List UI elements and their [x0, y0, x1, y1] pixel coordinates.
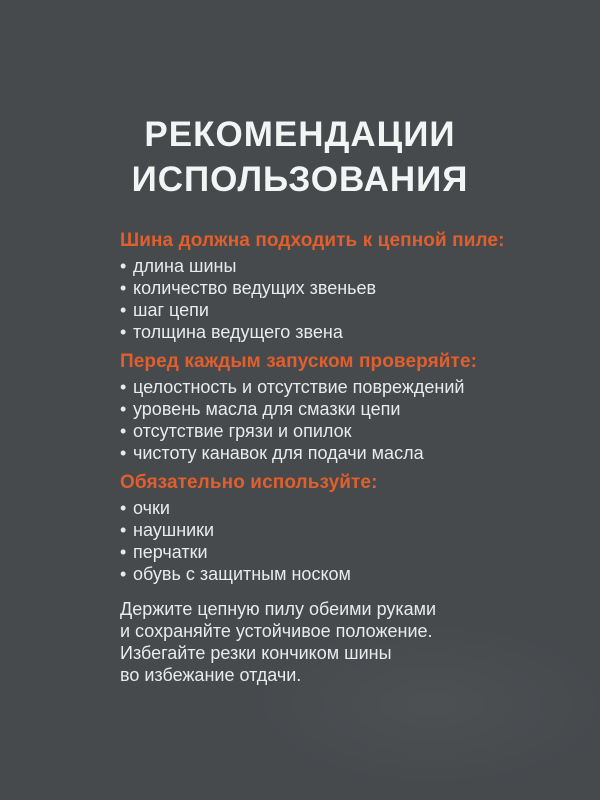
bullet-marker: •	[120, 498, 127, 518]
list-item	[120, 376, 540, 398]
section-required-equipment	[120, 472, 540, 585]
page-title-line-2: ИСПОЛЬЗОВАНИЯ	[131, 160, 469, 199]
list-item	[120, 497, 540, 519]
list-item	[120, 277, 540, 299]
bullet-list	[120, 376, 540, 464]
list-item	[120, 442, 540, 464]
list-item-text: толщина ведущего звена	[133, 322, 343, 342]
bullet-marker: •	[120, 421, 127, 441]
list-item	[120, 299, 540, 321]
list-item-text: очки	[133, 498, 170, 518]
bullet-list	[120, 255, 540, 343]
list-item-text: целостность и отсутствие повреждений	[133, 377, 465, 397]
bullet-marker: •	[120, 399, 127, 419]
bullet-marker: •	[120, 300, 127, 320]
list-item-text: наушники	[133, 520, 215, 540]
list-item	[120, 398, 540, 420]
section-bar-compatibility	[120, 230, 540, 343]
list-item-text: уровень масла для смазки цепи	[133, 399, 401, 419]
section-pre-start-checks	[120, 351, 540, 464]
safety-paragraph-line: Держите цепную пилу обеими руками	[120, 599, 437, 619]
section-heading: Обязательно используйте:	[120, 472, 378, 493]
bullet-marker: •	[120, 564, 127, 584]
list-item-text: перчатки	[133, 542, 208, 562]
bullet-marker: •	[120, 520, 127, 540]
list-item	[120, 519, 540, 541]
list-item	[120, 420, 540, 442]
list-item	[120, 563, 540, 585]
bullet-marker: •	[120, 377, 127, 397]
list-item	[120, 541, 540, 563]
safety-paragraph-line: во избежание отдачи.	[120, 665, 302, 685]
bullet-marker: •	[120, 278, 127, 298]
safety-paragraph-line: и сохраняйте устойчивое положение.	[120, 621, 433, 641]
list-item	[120, 321, 540, 343]
list-item-text: обувь с защитным носком	[133, 564, 351, 584]
list-item	[120, 255, 540, 277]
content-column	[120, 230, 540, 686]
page-title-line-1: РЕКОМЕНДАЦИИ	[144, 115, 456, 154]
list-item-text: отсутствие грязи и опилок	[133, 421, 352, 441]
section-heading: Перед каждым запуском проверяйте:	[120, 351, 478, 372]
section-heading: Шина должна подходить к цепной пиле:	[120, 230, 505, 251]
safety-paragraph-line: Избегайте резки кончиком шины	[120, 643, 392, 663]
bullet-marker: •	[120, 256, 127, 276]
bullet-marker: •	[120, 542, 127, 562]
bullet-list	[120, 497, 540, 585]
list-item-text: шаг цепи	[133, 300, 209, 320]
list-item-text: длина шины	[133, 256, 237, 276]
list-item-text: чистоту канавок для подачи масла	[133, 443, 424, 463]
bullet-marker: •	[120, 443, 127, 463]
bullet-marker: •	[120, 322, 127, 342]
page-title	[0, 112, 600, 202]
list-item-text: количество ведущих звеньев	[133, 278, 377, 298]
safety-paragraph	[120, 598, 540, 686]
